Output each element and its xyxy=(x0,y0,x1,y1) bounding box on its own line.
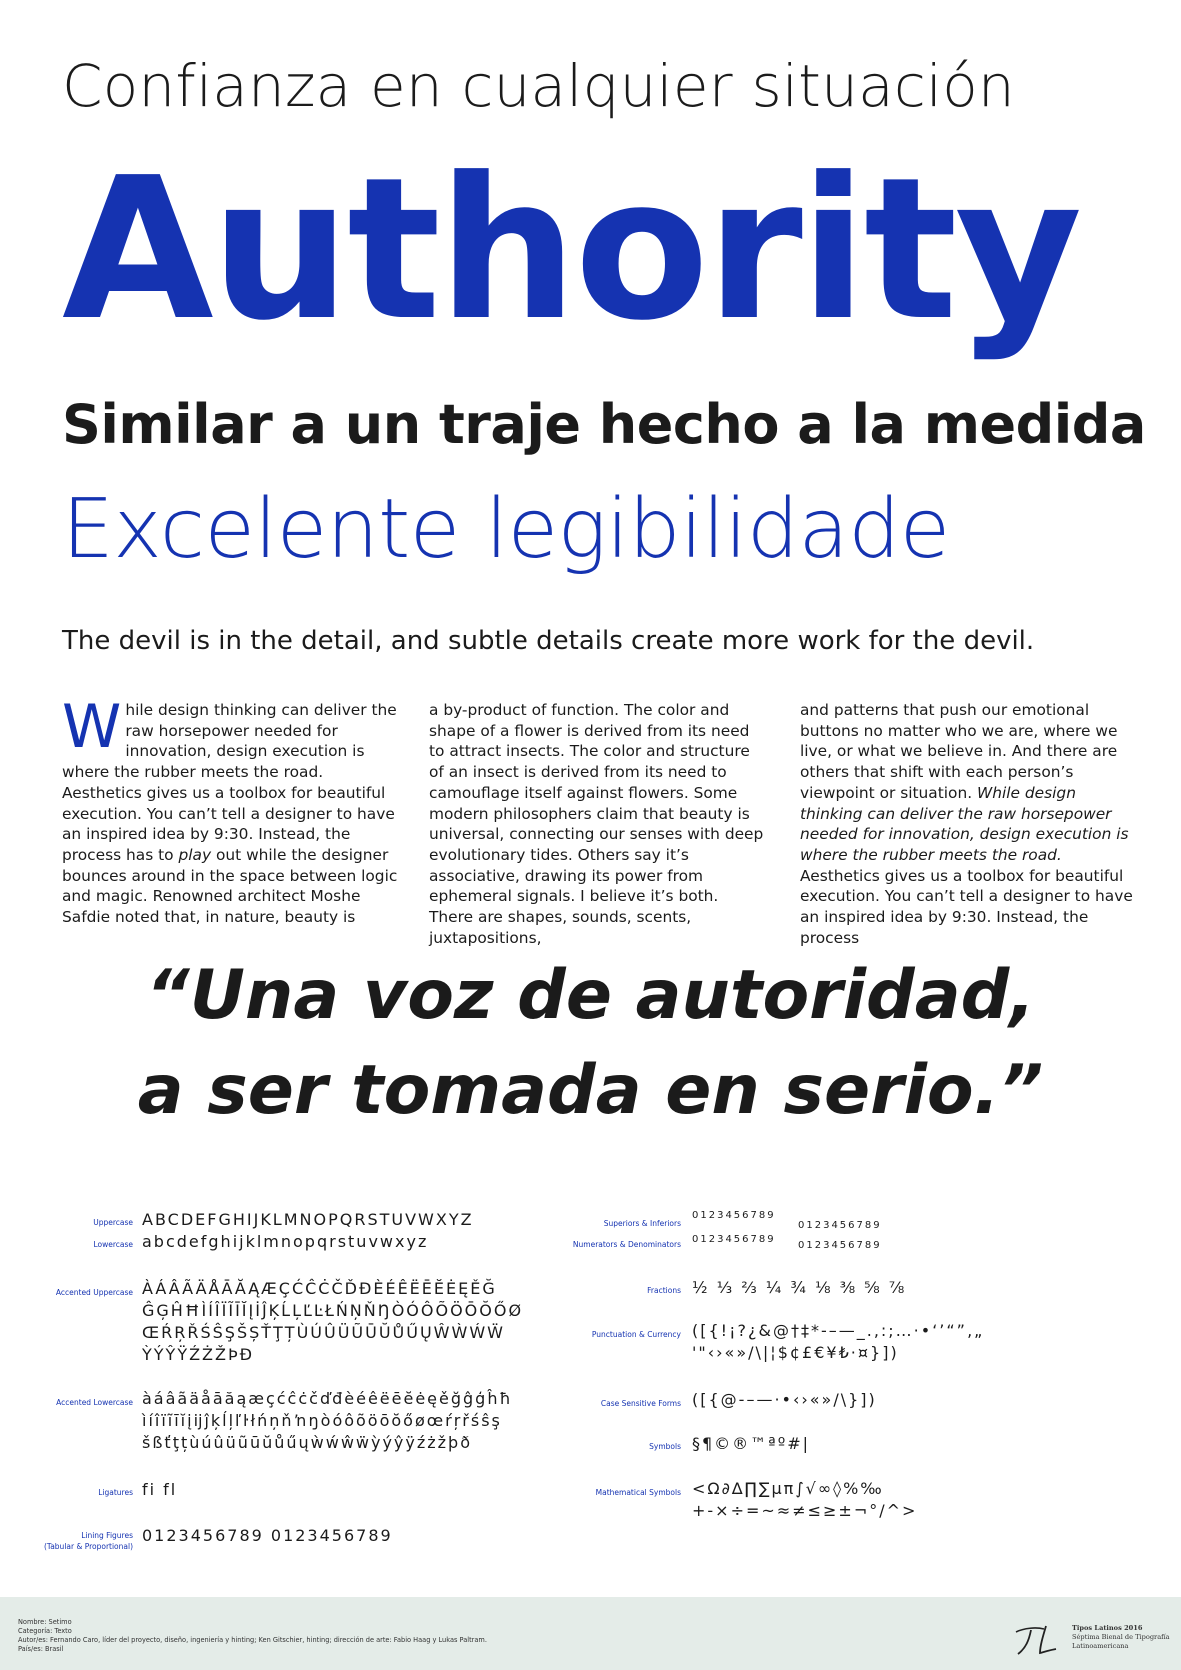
footer-pais: País/es: Brasil xyxy=(18,1645,64,1653)
label-symbols: Symbols xyxy=(649,1442,681,1451)
pull-quote-line-1: “Una voz de autoridad, xyxy=(145,956,1036,1035)
glyphs-lowercase: abcdefghijklmnopqrstuvwxyz xyxy=(142,1232,429,1251)
headline-spanish-bold: Similar a un traje hecho a la medida xyxy=(62,393,1146,456)
pull-quote-line-2: a ser tomada en serio.” xyxy=(137,1051,1044,1130)
label-lining-figures xyxy=(3,1530,133,1552)
body-column-1-emphasis: play xyxy=(178,845,212,864)
body-column-3-italic: While design thinking can deliver the raw horsepower needed for innovation, design execution is where the rubber meets the road. xyxy=(800,783,1129,864)
label-numerators-denominators: Numerators & Denominators xyxy=(572,1240,681,1249)
body-column-1 xyxy=(62,692,400,928)
body-column-1-text-end: out while the designer bounces around in the space between logic and magic. Renowned architect Moshe Safdie noted that, in nature, beauty is xyxy=(62,845,398,927)
body-column-3-text: and patterns that push our emotional buttons no matter who we are, where we live, or what we believe in. And there are others that shift with each person’s viewpoint or situation. xyxy=(800,701,1118,802)
footer-categoria: Categoría: Texto xyxy=(18,1627,72,1635)
label-case-sensitive: Case Sensitive Forms xyxy=(600,1399,681,1408)
bienal-line-1: Séptima Bienal de Tipografía xyxy=(1072,1633,1170,1641)
label-accented-uppercase: Accented Uppercase xyxy=(55,1288,133,1297)
glyphs-numerators: 0123456789 xyxy=(692,1234,776,1245)
headline-authority: Authority xyxy=(62,136,1080,364)
body-column-2: a by-product of function. The color and shape of a flower is derived from its need to attract insects. The color and structure of an insect is derived from its need to camouflage itself against flowers. Some modern philosophers claim that beauty is universal, connecting our senses with deep evolutionary tides. Others say it’s associative, drawing its power from ephemeral signals. I believe it’s both. There are shapes, sounds, scents, juxtapositions, xyxy=(429,701,764,947)
accented-upper-row: ĜĢĤĦÌÍÎÏĨĪĬĮİĴĶĹĻĽĿŁŃŅŇŊÒÓÔÕÖŌŎŐØ xyxy=(142,1301,524,1320)
label-accented-lowercase: Accented Lowercase xyxy=(56,1398,133,1407)
accented-lower-row: àáâãäåāăąæçćĉċčďđèéêëēĕėęěğĝģĥħ xyxy=(142,1389,513,1408)
accented-upper-row: ỲÝŶŸŹŻŽÞĐ xyxy=(142,1345,255,1364)
drop-cap: W xyxy=(62,692,122,762)
footer-band xyxy=(0,1597,1181,1670)
body-column-3 xyxy=(800,700,1138,948)
glyphs-accented-lowercase xyxy=(142,1388,513,1454)
glyphs-mathematical-symbols xyxy=(692,1478,917,1522)
glyphs-case-sensitive: ([{@-–—·•‹›«»/\}]) xyxy=(692,1390,877,1409)
math-row: +-×÷=~≈≠≤≥±¬°/^> xyxy=(692,1501,918,1520)
headline-english: The devil is in the detail, and subtle details create more work for the devil. xyxy=(62,626,1035,656)
bienal-title: Tipos Latinos 2016 xyxy=(1072,1624,1143,1632)
glyphs-ligatures: fi fl xyxy=(142,1480,178,1499)
footer-autor: Autor/es: Fernando Caro, líder del proyecto, diseño, ingeniería y hinting; Ken Gitschier, hinting; dirección de arte: Fabio Haag y Lukas Paltram. xyxy=(18,1636,487,1644)
math-row: <Ω∂∆∏∑µπ∫√∞◊%‰ xyxy=(692,1479,884,1498)
accented-lower-row: ìíîïĩīĭįĳĵķĺļľŀłńņňŉŋòóôõöōŏőøœŕŗřśŝş xyxy=(142,1411,502,1430)
glyphs-symbols: §¶©®™ªº#| xyxy=(692,1434,811,1453)
glyphs-punctuation-currency xyxy=(692,1320,984,1364)
label-lining-figures-title: Lining Figures xyxy=(81,1531,133,1540)
label-mathematical-symbols: Mathematical Symbols xyxy=(595,1488,681,1497)
footer-nombre: Nombre: Setimo xyxy=(18,1618,72,1626)
headline-spanish-light: Confianza en cualquier situación xyxy=(62,52,1015,120)
tipos-latinos-logo-icon xyxy=(1010,1620,1064,1660)
accented-upper-row: ŒŔŖŘŚŜŞŠȘŤŢȚÙÚÛÜŨŪŬŮŰŲŴẀẂẄ xyxy=(142,1323,505,1342)
bienal-line-2: Latinoamericana xyxy=(1072,1642,1129,1650)
label-fractions: Fractions xyxy=(647,1286,681,1295)
headline-portuguese: Excelente legibilidade xyxy=(62,482,950,577)
label-lining-figures-sub: (Tabular & Proportional) xyxy=(43,1542,133,1551)
label-punctuation-currency: Punctuation & Currency xyxy=(591,1330,681,1339)
accented-upper-row: ÀÁÂÃÄÅĀĂĄÆÇĆĈĊČĎĐÈÉÊËĒĔĖĘĚĞ xyxy=(142,1279,497,1298)
punctuation-row: '"‹›«»/\|¦$¢£€¥₺·¤}]) xyxy=(692,1343,899,1362)
glyphs-lining-figures: 0123456789 0123456789 xyxy=(142,1526,393,1545)
glyphs-uppercase: ABCDEFGHIJKLMNOPQRSTUVWXYZ xyxy=(142,1210,474,1229)
punctuation-row: ([{!¡?¿&@†‡*-–—_.,:;…·•‘’“”‚„ xyxy=(692,1321,985,1340)
glyphs-accented-uppercase xyxy=(142,1278,523,1366)
accented-lower-row: šßťţțùúûüũūŭůűųẁẃŵẅỳýŷÿźżžþð xyxy=(142,1433,472,1452)
label-superiors-inferiors: Superiors & Inferiors xyxy=(603,1219,681,1228)
glyphs-fractions: ½ ⅓ ⅔ ¼ ¾ ⅛ ⅜ ⅝ ⅞ xyxy=(692,1278,907,1297)
label-ligatures: Ligatures xyxy=(98,1488,133,1497)
body-column-3-text-end: Aesthetics gives us a toolbox for beautiful execution. You can’t tell a designer to have an inspired idea by 9:30. Instead, the process xyxy=(800,866,1133,947)
glyphs-inferiors: 0123456789 xyxy=(798,1220,882,1231)
label-uppercase: Uppercase xyxy=(93,1218,133,1227)
body-column-1-text: hile design thinking can deliver the raw horsepower needed for innovation, design execution is where the rubber meets the road. Aesthetics gives us a toolbox for beautiful execution. You can’t tell a designer to have an inspired idea by 9:30. Instead, the process has to xyxy=(62,701,397,864)
label-lowercase: Lowercase xyxy=(93,1240,133,1249)
glyphs-superiors: 0123456789 xyxy=(692,1210,776,1221)
glyphs-denominators: 0123456789 xyxy=(798,1240,882,1251)
